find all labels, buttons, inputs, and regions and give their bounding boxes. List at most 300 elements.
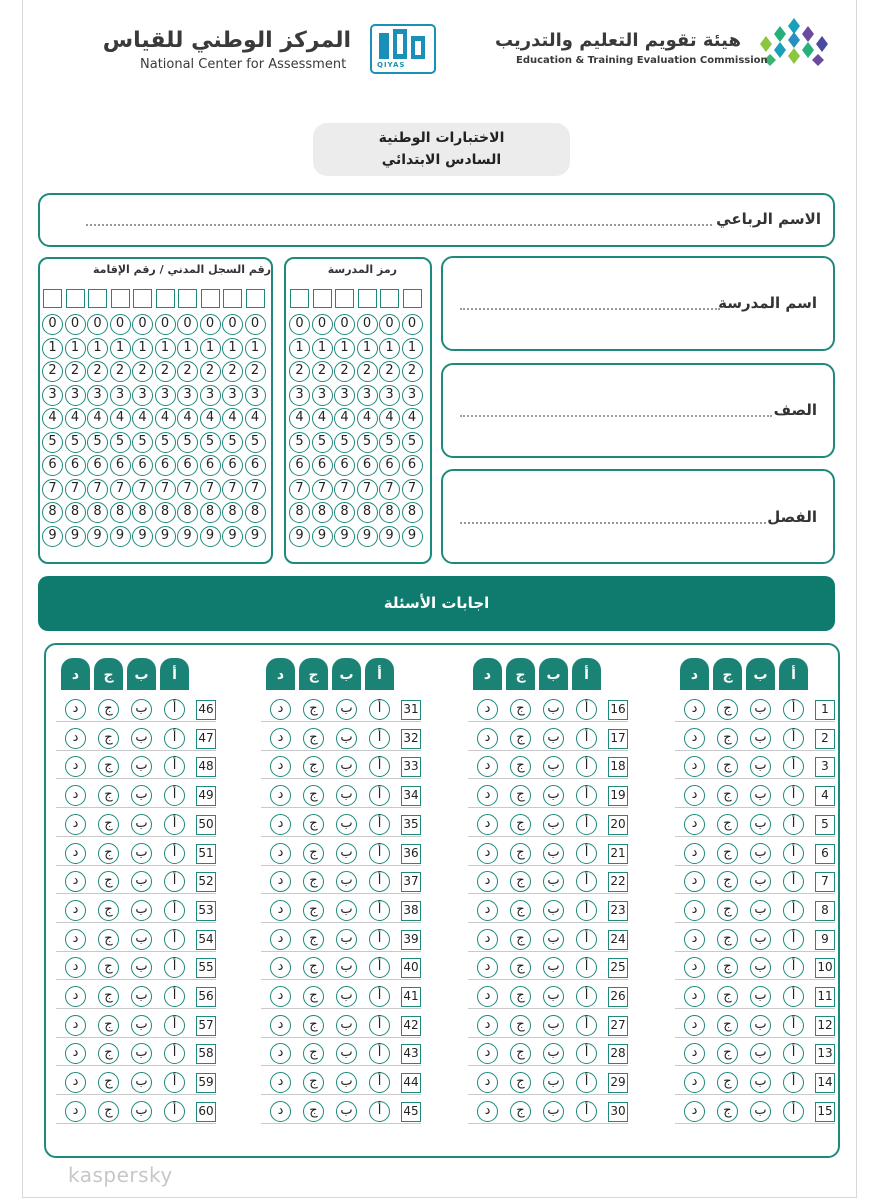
answer-bubble-q49-3[interactable]: ج [98,785,119,806]
answer-bubble-q1-3[interactable]: ج [717,699,738,720]
answer-bubble-q13-3[interactable]: ج [717,1043,738,1064]
answer-bubble-q4-4[interactable]: د [684,785,705,806]
answer-bubble-q49-2[interactable]: ب [131,785,152,806]
id-number-bubble-6[interactable]: 6 [177,455,198,476]
answer-bubble-q53-4[interactable]: د [65,900,86,921]
answer-bubble-q6-1[interactable]: أ [783,843,804,864]
answer-bubble-q12-1[interactable]: أ [783,1015,804,1036]
answer-bubble-q31-4[interactable]: د [270,699,291,720]
id-number-bubble-7[interactable]: 7 [245,479,266,500]
answer-bubble-q42-4[interactable]: د [270,1015,291,1036]
id-number-bubble-5[interactable]: 5 [222,432,243,453]
school-code-digit-box[interactable] [380,289,399,308]
answer-bubble-q18-1[interactable]: أ [576,756,597,777]
answer-bubble-q6-4[interactable]: د [684,843,705,864]
id-number-bubble-2[interactable]: 2 [132,361,153,382]
answer-bubble-q35-1[interactable]: أ [369,814,390,835]
id-number-bubble-9[interactable]: 9 [132,526,153,547]
answer-bubble-q41-3[interactable]: ج [303,986,324,1007]
answer-bubble-q9-3[interactable]: ج [717,929,738,950]
id-number-bubble-4[interactable]: 4 [245,408,266,429]
answer-bubble-q33-2[interactable]: ب [336,756,357,777]
school-code-bubble-0[interactable]: 0 [402,314,423,335]
id-number-bubble-9[interactable]: 9 [200,526,221,547]
answer-bubble-q56-2[interactable]: ب [131,986,152,1007]
answer-bubble-q1-4[interactable]: د [684,699,705,720]
school-code-bubble-5[interactable]: 5 [334,432,355,453]
id-number-bubble-4[interactable]: 4 [87,408,108,429]
answer-bubble-q1-1[interactable]: أ [783,699,804,720]
answer-bubble-q30-2[interactable]: ب [543,1101,564,1122]
answer-bubble-q39-2[interactable]: ب [336,929,357,950]
school-code-digit-box[interactable] [335,289,354,308]
answer-bubble-q47-4[interactable]: د [65,728,86,749]
id-number-bubble-5[interactable]: 5 [42,432,63,453]
answer-bubble-q38-2[interactable]: ب [336,900,357,921]
answer-bubble-q28-2[interactable]: ب [543,1043,564,1064]
answer-bubble-q9-4[interactable]: د [684,929,705,950]
answer-bubble-q12-3[interactable]: ج [717,1015,738,1036]
school-code-bubble-6[interactable]: 6 [402,455,423,476]
id-number-bubble-7[interactable]: 7 [65,479,86,500]
answer-bubble-q35-2[interactable]: ب [336,814,357,835]
school-code-bubble-9[interactable]: 9 [402,526,423,547]
answer-bubble-q48-3[interactable]: ج [98,756,119,777]
answer-bubble-q16-2[interactable]: ب [543,699,564,720]
answer-bubble-q54-3[interactable]: ج [98,929,119,950]
answer-bubble-q20-1[interactable]: أ [576,814,597,835]
id-number-bubble-9[interactable]: 9 [245,526,266,547]
id-number-digit-box[interactable] [156,289,175,308]
answer-bubble-q42-1[interactable]: أ [369,1015,390,1036]
answer-bubble-q52-4[interactable]: د [65,871,86,892]
id-number-bubble-1[interactable]: 1 [177,338,198,359]
id-number-bubble-4[interactable]: 4 [42,408,63,429]
answer-bubble-q2-3[interactable]: ج [717,728,738,749]
answer-bubble-q27-2[interactable]: ب [543,1015,564,1036]
answer-bubble-q59-1[interactable]: أ [164,1072,185,1093]
school-code-bubble-4[interactable]: 4 [357,408,378,429]
id-number-bubble-2[interactable]: 2 [87,361,108,382]
answer-bubble-q51-3[interactable]: ج [98,843,119,864]
answer-bubble-q22-1[interactable]: أ [576,871,597,892]
answer-bubble-q40-2[interactable]: ب [336,957,357,978]
answer-bubble-q32-1[interactable]: أ [369,728,390,749]
answer-bubble-q24-3[interactable]: ج [510,929,531,950]
answer-bubble-q19-1[interactable]: أ [576,785,597,806]
school-code-bubble-2[interactable]: 2 [402,361,423,382]
answer-bubble-q47-2[interactable]: ب [131,728,152,749]
id-number-bubble-9[interactable]: 9 [42,526,63,547]
school-code-bubble-9[interactable]: 9 [289,526,310,547]
answer-bubble-q14-3[interactable]: ج [717,1072,738,1093]
answer-bubble-q36-3[interactable]: ج [303,843,324,864]
id-number-bubble-9[interactable]: 9 [110,526,131,547]
id-number-bubble-5[interactable]: 5 [65,432,86,453]
id-number-bubble-8[interactable]: 8 [87,502,108,523]
answer-bubble-q53-2[interactable]: ب [131,900,152,921]
answer-bubble-q57-3[interactable]: ج [98,1015,119,1036]
answer-bubble-q25-3[interactable]: ج [510,957,531,978]
answer-bubble-q39-1[interactable]: أ [369,929,390,950]
answer-bubble-q6-3[interactable]: ج [717,843,738,864]
answer-bubble-q42-2[interactable]: ب [336,1015,357,1036]
answer-bubble-q17-1[interactable]: أ [576,728,597,749]
school-code-bubble-9[interactable]: 9 [357,526,378,547]
answer-bubble-q51-1[interactable]: أ [164,843,185,864]
answer-bubble-q29-3[interactable]: ج [510,1072,531,1093]
answer-bubble-q36-1[interactable]: أ [369,843,390,864]
id-number-bubble-2[interactable]: 2 [177,361,198,382]
id-number-bubble-3[interactable]: 3 [177,385,198,406]
answer-bubble-q2-1[interactable]: أ [783,728,804,749]
answer-bubble-q8-4[interactable]: د [684,900,705,921]
school-code-bubble-2[interactable]: 2 [357,361,378,382]
id-number-bubble-5[interactable]: 5 [110,432,131,453]
answer-bubble-q28-4[interactable]: د [477,1043,498,1064]
school-code-bubble-6[interactable]: 6 [379,455,400,476]
answer-bubble-q22-2[interactable]: ب [543,871,564,892]
answer-bubble-q38-4[interactable]: د [270,900,291,921]
answer-bubble-q46-2[interactable]: ب [131,699,152,720]
answer-bubble-q58-1[interactable]: أ [164,1043,185,1064]
school-code-bubble-8[interactable]: 8 [312,502,333,523]
school-code-bubble-4[interactable]: 4 [334,408,355,429]
id-number-bubble-7[interactable]: 7 [110,479,131,500]
answer-bubble-q34-4[interactable]: د [270,785,291,806]
school-code-bubble-8[interactable]: 8 [402,502,423,523]
school-code-bubble-1[interactable]: 1 [357,338,378,359]
school-code-bubble-3[interactable]: 3 [357,385,378,406]
answer-bubble-q12-4[interactable]: د [684,1015,705,1036]
answer-bubble-q31-1[interactable]: أ [369,699,390,720]
id-number-bubble-5[interactable]: 5 [200,432,221,453]
answer-bubble-q33-3[interactable]: ج [303,756,324,777]
school-code-bubble-1[interactable]: 1 [289,338,310,359]
id-number-digit-box[interactable] [66,289,85,308]
answer-bubble-q40-4[interactable]: د [270,957,291,978]
id-number-bubble-8[interactable]: 8 [110,502,131,523]
answer-bubble-q46-3[interactable]: ج [98,699,119,720]
id-number-bubble-6[interactable]: 6 [155,455,176,476]
school-code-bubble-7[interactable]: 7 [402,479,423,500]
answer-bubble-q22-4[interactable]: د [477,871,498,892]
answer-bubble-q32-3[interactable]: ج [303,728,324,749]
answer-bubble-q16-3[interactable]: ج [510,699,531,720]
school-code-bubble-4[interactable]: 4 [379,408,400,429]
answer-bubble-q45-3[interactable]: ج [303,1101,324,1122]
id-number-bubble-1[interactable]: 1 [132,338,153,359]
id-number-bubble-4[interactable]: 4 [200,408,221,429]
answer-bubble-q22-3[interactable]: ج [510,871,531,892]
answer-bubble-q33-4[interactable]: د [270,756,291,777]
answer-bubble-q29-4[interactable]: د [477,1072,498,1093]
answer-bubble-q27-4[interactable]: د [477,1015,498,1036]
answer-bubble-q3-3[interactable]: ج [717,756,738,777]
answer-bubble-q57-2[interactable]: ب [131,1015,152,1036]
answer-bubble-q23-3[interactable]: ج [510,900,531,921]
id-number-bubble-7[interactable]: 7 [177,479,198,500]
answer-bubble-q25-4[interactable]: د [477,957,498,978]
answer-bubble-q34-2[interactable]: ب [336,785,357,806]
answer-bubble-q18-3[interactable]: ج [510,756,531,777]
answer-bubble-q50-1[interactable]: أ [164,814,185,835]
id-number-bubble-1[interactable]: 1 [155,338,176,359]
school-code-bubble-0[interactable]: 0 [312,314,333,335]
school-code-bubble-0[interactable]: 0 [289,314,310,335]
answer-bubble-q44-2[interactable]: ب [336,1072,357,1093]
answer-bubble-q5-4[interactable]: د [684,814,705,835]
answer-bubble-q29-2[interactable]: ب [543,1072,564,1093]
school-code-bubble-2[interactable]: 2 [379,361,400,382]
answer-bubble-q52-2[interactable]: ب [131,871,152,892]
school-code-bubble-4[interactable]: 4 [289,408,310,429]
school-code-bubble-8[interactable]: 8 [289,502,310,523]
id-number-bubble-4[interactable]: 4 [132,408,153,429]
answer-bubble-q60-4[interactable]: د [65,1101,86,1122]
school-code-bubble-7[interactable]: 7 [289,479,310,500]
id-number-bubble-1[interactable]: 1 [110,338,131,359]
id-number-bubble-8[interactable]: 8 [42,502,63,523]
school-code-bubble-6[interactable]: 6 [312,455,333,476]
answer-bubble-q48-2[interactable]: ب [131,756,152,777]
answer-bubble-q43-3[interactable]: ج [303,1043,324,1064]
school-code-bubble-3[interactable]: 3 [334,385,355,406]
id-number-bubble-7[interactable]: 7 [200,479,221,500]
answer-bubble-q46-4[interactable]: د [65,699,86,720]
answer-bubble-q33-1[interactable]: أ [369,756,390,777]
id-number-bubble-4[interactable]: 4 [222,408,243,429]
answer-bubble-q49-1[interactable]: أ [164,785,185,806]
id-number-bubble-0[interactable]: 0 [155,314,176,335]
id-number-bubble-0[interactable]: 0 [177,314,198,335]
answer-bubble-q31-2[interactable]: ب [336,699,357,720]
school-code-bubble-2[interactable]: 2 [312,361,333,382]
school-code-bubble-7[interactable]: 7 [379,479,400,500]
id-number-bubble-4[interactable]: 4 [110,408,131,429]
id-number-bubble-7[interactable]: 7 [132,479,153,500]
answer-bubble-q17-4[interactable]: د [477,728,498,749]
id-number-bubble-1[interactable]: 1 [222,338,243,359]
answer-bubble-q44-3[interactable]: ج [303,1072,324,1093]
answer-bubble-q27-3[interactable]: ج [510,1015,531,1036]
id-number-bubble-3[interactable]: 3 [155,385,176,406]
id-number-bubble-3[interactable]: 3 [110,385,131,406]
answer-bubble-q23-2[interactable]: ب [543,900,564,921]
id-number-bubble-6[interactable]: 6 [132,455,153,476]
id-number-bubble-4[interactable]: 4 [65,408,86,429]
id-number-bubble-7[interactable]: 7 [222,479,243,500]
id-number-bubble-0[interactable]: 0 [245,314,266,335]
id-number-bubble-1[interactable]: 1 [65,338,86,359]
answer-bubble-q43-4[interactable]: د [270,1043,291,1064]
id-number-bubble-0[interactable]: 0 [222,314,243,335]
school-code-bubble-0[interactable]: 0 [379,314,400,335]
answer-bubble-q18-2[interactable]: ب [543,756,564,777]
answer-bubble-q54-2[interactable]: ب [131,929,152,950]
answer-bubble-q21-2[interactable]: ب [543,843,564,864]
id-number-bubble-1[interactable]: 1 [42,338,63,359]
answer-bubble-q52-1[interactable]: أ [164,871,185,892]
answer-bubble-q28-1[interactable]: أ [576,1043,597,1064]
id-number-bubble-9[interactable]: 9 [155,526,176,547]
answer-bubble-q43-2[interactable]: ب [336,1043,357,1064]
id-number-bubble-2[interactable]: 2 [222,361,243,382]
id-number-bubble-3[interactable]: 3 [42,385,63,406]
answer-bubble-q5-1[interactable]: أ [783,814,804,835]
answer-bubble-q40-3[interactable]: ج [303,957,324,978]
answer-bubble-q37-1[interactable]: أ [369,871,390,892]
answer-bubble-q50-3[interactable]: ج [98,814,119,835]
answer-bubble-q47-3[interactable]: ج [98,728,119,749]
answer-bubble-q3-1[interactable]: أ [783,756,804,777]
id-number-bubble-4[interactable]: 4 [155,408,176,429]
school-code-bubble-6[interactable]: 6 [357,455,378,476]
answer-bubble-q11-4[interactable]: د [684,986,705,1007]
id-number-bubble-7[interactable]: 7 [87,479,108,500]
answer-bubble-q7-4[interactable]: د [684,871,705,892]
answer-bubble-q19-4[interactable]: د [477,785,498,806]
answer-bubble-q54-4[interactable]: د [65,929,86,950]
answer-bubble-q21-4[interactable]: د [477,843,498,864]
answer-bubble-q37-2[interactable]: ب [336,871,357,892]
id-number-bubble-0[interactable]: 0 [200,314,221,335]
answer-bubble-q20-4[interactable]: د [477,814,498,835]
id-number-bubble-1[interactable]: 1 [245,338,266,359]
answer-bubble-q4-2[interactable]: ب [750,785,771,806]
answer-bubble-q59-4[interactable]: د [65,1072,86,1093]
answer-bubble-q51-2[interactable]: ب [131,843,152,864]
answer-bubble-q44-1[interactable]: أ [369,1072,390,1093]
answer-bubble-q37-3[interactable]: ج [303,871,324,892]
school-code-bubble-8[interactable]: 8 [379,502,400,523]
answer-bubble-q56-3[interactable]: ج [98,986,119,1007]
answer-bubble-q56-1[interactable]: أ [164,986,185,1007]
school-code-bubble-6[interactable]: 6 [289,455,310,476]
answer-bubble-q50-4[interactable]: د [65,814,86,835]
answer-bubble-q60-1[interactable]: أ [164,1101,185,1122]
school-code-bubble-8[interactable]: 8 [334,502,355,523]
answer-bubble-q28-3[interactable]: ج [510,1043,531,1064]
id-number-digit-box[interactable] [246,289,265,308]
answer-bubble-q16-1[interactable]: أ [576,699,597,720]
answer-bubble-q21-1[interactable]: أ [576,843,597,864]
id-number-digit-box[interactable] [201,289,220,308]
answer-bubble-q24-4[interactable]: د [477,929,498,950]
answer-bubble-q24-2[interactable]: ب [543,929,564,950]
answer-bubble-q45-4[interactable]: د [270,1101,291,1122]
answer-bubble-q11-2[interactable]: ب [750,986,771,1007]
answer-bubble-q55-4[interactable]: د [65,957,86,978]
answer-bubble-q37-4[interactable]: د [270,871,291,892]
id-number-bubble-6[interactable]: 6 [65,455,86,476]
school-code-bubble-5[interactable]: 5 [379,432,400,453]
answer-bubble-q15-1[interactable]: أ [783,1101,804,1122]
answer-bubble-q38-1[interactable]: أ [369,900,390,921]
answer-bubble-q60-2[interactable]: ب [131,1101,152,1122]
id-number-bubble-9[interactable]: 9 [87,526,108,547]
id-number-bubble-6[interactable]: 6 [110,455,131,476]
school-code-bubble-4[interactable]: 4 [312,408,333,429]
answer-bubble-q44-4[interactable]: د [270,1072,291,1093]
answer-bubble-q11-1[interactable]: أ [783,986,804,1007]
answer-bubble-q35-4[interactable]: د [270,814,291,835]
answer-bubble-q9-1[interactable]: أ [783,929,804,950]
answer-bubble-q48-1[interactable]: أ [164,756,185,777]
id-number-bubble-3[interactable]: 3 [200,385,221,406]
answer-bubble-q4-1[interactable]: أ [783,785,804,806]
answer-bubble-q13-4[interactable]: د [684,1043,705,1064]
id-number-bubble-6[interactable]: 6 [200,455,221,476]
id-number-bubble-4[interactable]: 4 [177,408,198,429]
id-number-digit-box[interactable] [133,289,152,308]
answer-bubble-q20-3[interactable]: ج [510,814,531,835]
answer-bubble-q21-3[interactable]: ج [510,843,531,864]
school-code-bubble-8[interactable]: 8 [357,502,378,523]
answer-bubble-q51-4[interactable]: د [65,843,86,864]
answer-bubble-q57-1[interactable]: أ [164,1015,185,1036]
answer-bubble-q15-2[interactable]: ب [750,1101,771,1122]
answer-bubble-q15-4[interactable]: د [684,1101,705,1122]
answer-bubble-q6-2[interactable]: ب [750,843,771,864]
answer-bubble-q39-4[interactable]: د [270,929,291,950]
answer-bubble-q52-3[interactable]: ج [98,871,119,892]
id-number-bubble-3[interactable]: 3 [65,385,86,406]
answer-bubble-q58-4[interactable]: د [65,1043,86,1064]
school-code-bubble-5[interactable]: 5 [289,432,310,453]
id-number-bubble-9[interactable]: 9 [177,526,198,547]
id-number-bubble-0[interactable]: 0 [110,314,131,335]
answer-bubble-q46-1[interactable]: أ [164,699,185,720]
id-number-bubble-3[interactable]: 3 [132,385,153,406]
school-code-bubble-0[interactable]: 0 [334,314,355,335]
id-number-bubble-8[interactable]: 8 [200,502,221,523]
answer-bubble-q31-3[interactable]: ج [303,699,324,720]
answer-bubble-q58-3[interactable]: ج [98,1043,119,1064]
school-code-bubble-3[interactable]: 3 [312,385,333,406]
answer-bubble-q56-4[interactable]: د [65,986,86,1007]
school-code-bubble-1[interactable]: 1 [312,338,333,359]
school-code-bubble-3[interactable]: 3 [379,385,400,406]
answer-bubble-q26-2[interactable]: ب [543,986,564,1007]
answer-bubble-q24-1[interactable]: أ [576,929,597,950]
id-number-bubble-6[interactable]: 6 [245,455,266,476]
answer-bubble-q8-3[interactable]: ج [717,900,738,921]
answer-bubble-q49-4[interactable]: د [65,785,86,806]
id-number-bubble-8[interactable]: 8 [177,502,198,523]
answer-bubble-q30-3[interactable]: ج [510,1101,531,1122]
id-number-bubble-6[interactable]: 6 [87,455,108,476]
id-number-bubble-0[interactable]: 0 [87,314,108,335]
id-number-bubble-5[interactable]: 5 [155,432,176,453]
answer-bubble-q26-4[interactable]: د [477,986,498,1007]
answer-bubble-q59-2[interactable]: ب [131,1072,152,1093]
school-code-bubble-7[interactable]: 7 [312,479,333,500]
school-code-bubble-2[interactable]: 2 [334,361,355,382]
answer-bubble-q30-1[interactable]: أ [576,1101,597,1122]
id-number-bubble-8[interactable]: 8 [245,502,266,523]
answer-bubble-q45-2[interactable]: ب [336,1101,357,1122]
id-number-bubble-8[interactable]: 8 [65,502,86,523]
answer-bubble-q41-2[interactable]: ب [336,986,357,1007]
answer-bubble-q10-2[interactable]: ب [750,957,771,978]
id-number-digit-box[interactable] [178,289,197,308]
answer-bubble-q14-4[interactable]: د [684,1072,705,1093]
answer-bubble-q2-2[interactable]: ب [750,728,771,749]
id-number-bubble-7[interactable]: 7 [42,479,63,500]
answer-bubble-q5-2[interactable]: ب [750,814,771,835]
id-number-bubble-6[interactable]: 6 [42,455,63,476]
